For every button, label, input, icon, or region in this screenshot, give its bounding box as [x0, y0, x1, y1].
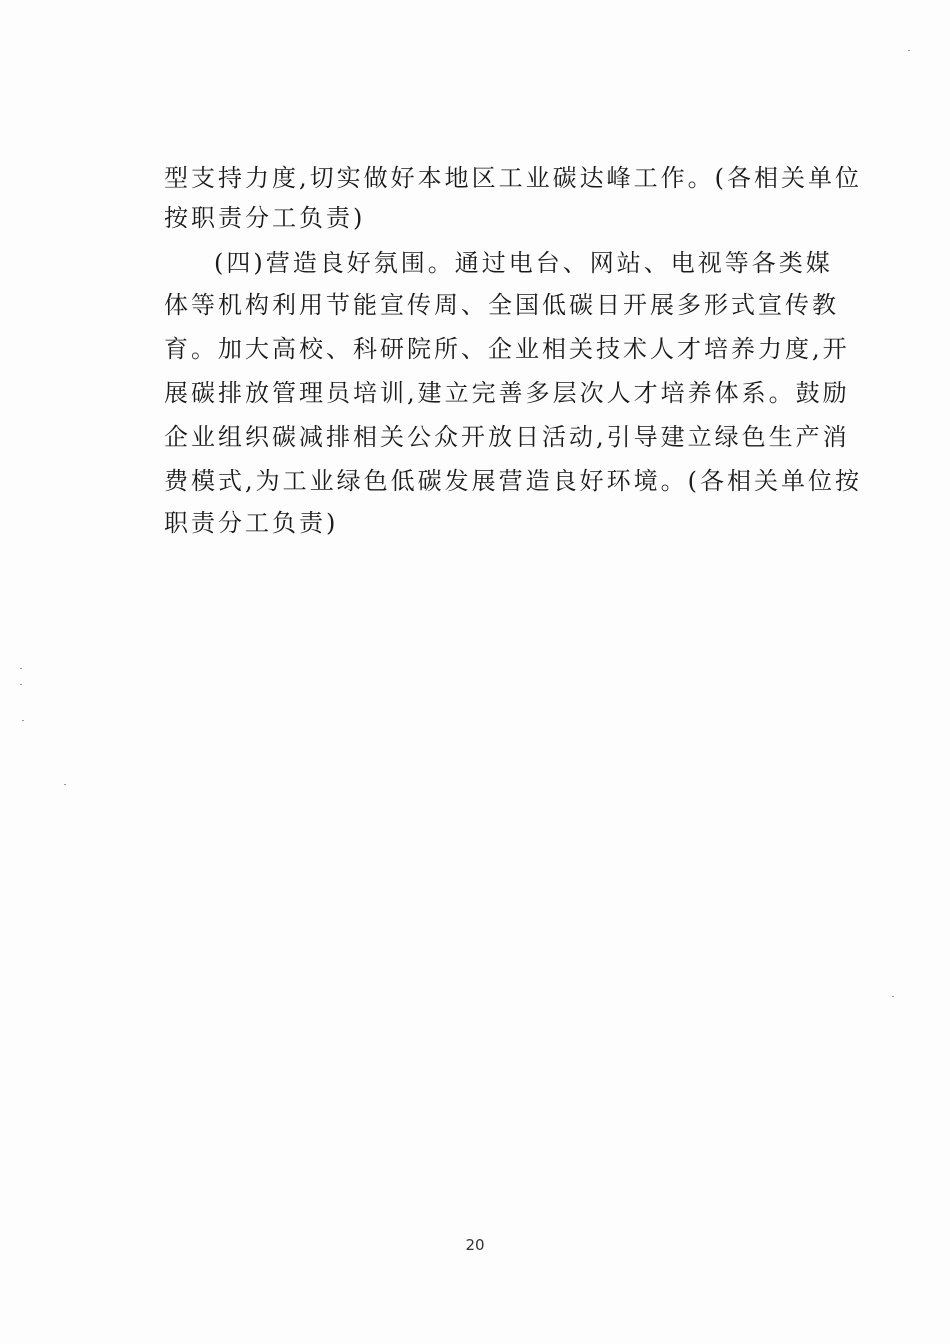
- scan-speck: [20, 668, 22, 669]
- scan-speck: [20, 684, 22, 685]
- body-line: 展碳排放管理员培训,建立完善多层次人才培养体系。鼓励: [164, 379, 850, 407]
- body-line: 育。加大高校、科研院所、企业相关技术人才培养力度,开: [164, 335, 850, 363]
- body-line: 企业组织碳减排相关公众开放日活动,引导建立绿色生产消: [164, 423, 850, 451]
- scan-speck: [22, 720, 24, 721]
- body-line: 体等机构利用节能宣传周、全国低碳日开展多形式宣传教: [164, 291, 839, 319]
- body-line: 型支持力度,切实做好本地区工业碳达峰工作。(各相关单位: [164, 164, 862, 192]
- scan-speck: [892, 996, 894, 997]
- page-number: 20: [465, 1236, 485, 1254]
- scan-speck: [908, 50, 910, 51]
- body-line: 职责分工负责): [164, 509, 339, 537]
- section-heading-line: (四)营造良好氛围。通过电台、网站、电视等各类媒: [214, 249, 833, 277]
- body-line: 费模式,为工业绿色低碳发展营造良好环境。(各相关单位按: [164, 467, 862, 495]
- scan-speck: [64, 784, 66, 785]
- body-line: 按职责分工负责): [164, 204, 366, 232]
